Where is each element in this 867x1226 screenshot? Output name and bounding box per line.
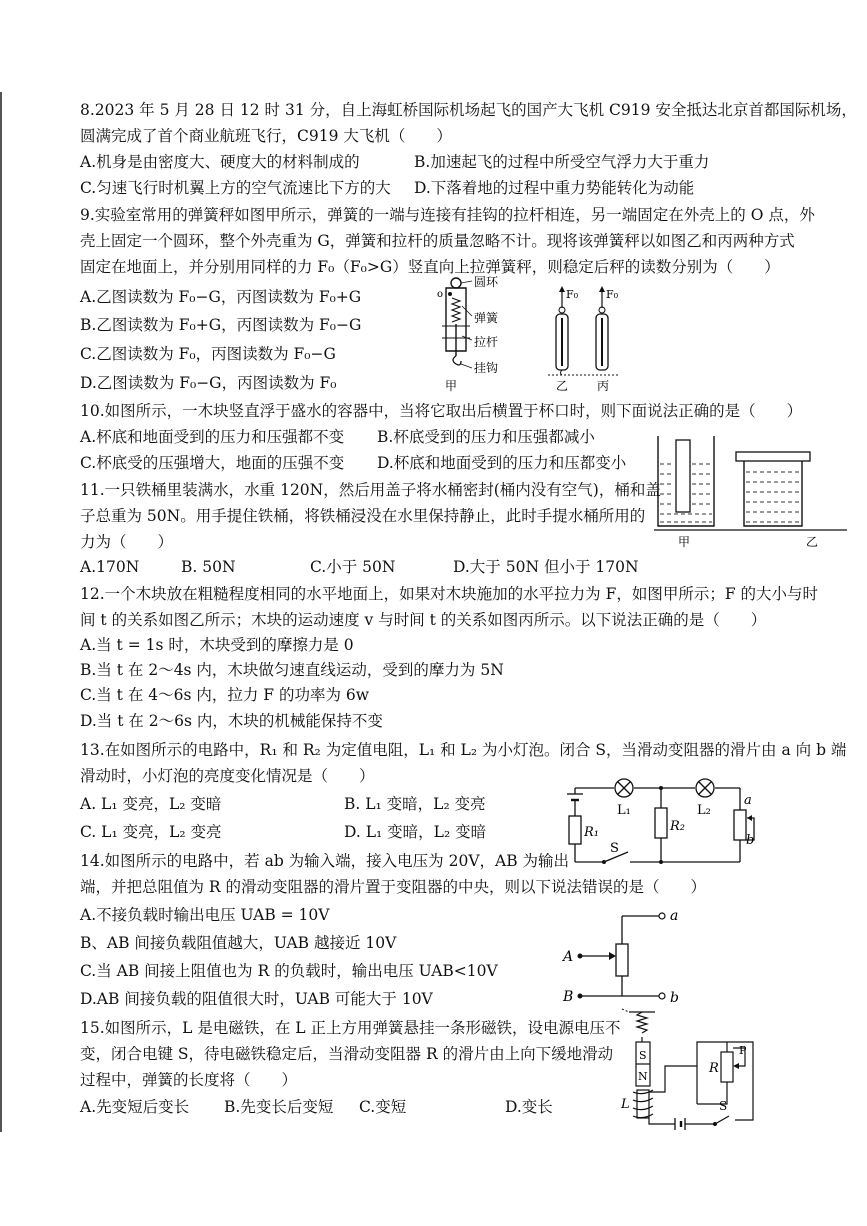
q11-option-d: D.大于 50N 但小于 170N: [453, 558, 639, 576]
q13-stem-line2: 滑动时，小灯泡的亮度变化情况是（ ）: [80, 767, 375, 785]
q14-fig-b-label: b: [670, 990, 679, 1006]
q9-fig-yi-label: 乙: [556, 379, 569, 393]
q9-fig-ring-label: 圆环: [474, 275, 499, 289]
q15-option-c: C.变短: [359, 1098, 407, 1116]
q15-option-b: B.先变长后变短: [224, 1098, 334, 1116]
q10-fig-jia-label: 甲: [678, 535, 691, 549]
q10-option-b: B.杯底受到的压力和压强都减小: [377, 428, 595, 446]
q8-stem-line2: 圆满完成了首个商业航班飞行，C919 大飞机（ ）: [80, 127, 452, 145]
q14-stem-line1: 14.如图所示的电路中，若 ab 为输入端，接入电压为 20V，AB 为输出: [80, 852, 570, 870]
q9-fig-jia-label: 甲: [445, 379, 458, 393]
q13-stem-line1: 13.在如图所示的电路中，R₁ 和 R₂ 为定值电阻，L₁ 和 L₂ 为小灯泡。闭合 S，当滑动变阻器的滑片由 a 向 b 端: [80, 741, 847, 759]
q12-stem-line2: 间 t 的关系如图乙所示；木块的运动速度 v 与时间 t 的关系如图丙所示。以下说法正确的是（ ）: [80, 611, 767, 629]
q9-fig-hook-label: 挂钩: [474, 361, 499, 375]
q14-fig-A-label: A: [563, 949, 574, 965]
q9-fig-rod-label: 拉杆: [474, 335, 499, 349]
q15-fig-r-label: R: [709, 1061, 719, 1076]
q12-option-c: C.当 t 在 4～6s 内，拉力 F 的功率为 6w: [80, 686, 370, 704]
q13-option-c: C. L₁ 变亮，L₂ 变亮: [80, 823, 222, 841]
q14-option-d: D.AB 间接负载的阻值很大时，UAB 可能大于 10V: [80, 990, 433, 1008]
q14-divider-figure: [560, 904, 690, 1008]
q13-fig-r2-label: R₂: [670, 819, 685, 834]
q10-stem: 10.如图所示，一木块竖直浮于盛水的容器中，当将它取出后横置于杯口时，则下面说法正确的是（ ）: [80, 402, 803, 420]
q12-option-b: B.当 t 在 2～4s 内，木块做匀速直线运动，受到的摩力为 5N: [80, 661, 504, 679]
q15-option-a: A.先变短后变长: [80, 1098, 190, 1116]
q15-option-d: D.变长: [505, 1098, 553, 1116]
q15-fig-switch-label: S: [719, 1099, 728, 1113]
q9-fig-spring-label: 弹簧: [474, 311, 499, 325]
q9-fig-bing-label: 丙: [597, 379, 610, 393]
q13-option-b: B. L₁ 变暗，L₂ 变亮: [344, 795, 486, 813]
q8-stem-line1: 8.2023 年 5 月 28 日 12 时 31 分，自上海虹桥国际机场起飞的国产大飞机 C919 安全抵达北京首都国际机场，: [80, 101, 857, 119]
q14-option-c: C.当 AB 间接上阻值也为 R 的负载时，输出电压 UAB<10V: [80, 962, 498, 980]
q9-fig-o-label: o: [437, 289, 444, 300]
q13-option-a: A. L₁ 变亮，L₂ 变暗: [80, 795, 222, 813]
q11-stem-line2: 子总重为 50N。用手提住铁桶，将铁桶浸没在水里保持静止，此时手提水桶所用的: [80, 507, 646, 525]
q9-option-b: B.乙图读数为 F₀+G，丙图读数为 F₀−G: [80, 316, 362, 334]
q10-option-c: C.杯底受的压强增大，地面的压强不变: [80, 454, 345, 472]
q11-stem-line1: 11.一只铁桶里装满水，水重 120N，然后用盖子将水桶密封(桶内没有空气)，桶和盖: [80, 481, 661, 499]
q13-fig-a-label: a: [744, 793, 752, 808]
q15-electromagnet-figure: [615, 1008, 785, 1128]
q12-option-d: D.当 t 在 2～6s 内，木块的机械能保持不变: [80, 712, 383, 730]
q13-fig-b-label: b: [746, 833, 755, 848]
q8-option-d: D.下落着地的过程中重力势能转化为动能: [414, 179, 695, 197]
q13-circuit-figure: [560, 770, 770, 870]
q12-option-a: A.当 t = 1s 时，木块受到的摩擦力是 0: [80, 636, 354, 654]
q14-fig-B-label: B: [563, 989, 574, 1005]
q11-option-b: B. 50N: [181, 558, 236, 576]
q15-fig-n-pole: N: [638, 1070, 648, 1083]
q9-stem-line1: 9.实验室常用的弹簧秤如图甲所示，弹簧的一端与连接有挂钩的拉杆相连，另一端固定在外壳上的 O 点，外: [80, 206, 815, 224]
q15-stem-line1: 15.如图所示，L 是电磁铁，在 L 正上方用弹簧悬挂一条形磁铁，设电源电压不: [80, 1019, 621, 1037]
q9-spring-scale-figure: [428, 276, 628, 396]
q10-option-a: A.杯底和地面受到的压力和压强都不变: [80, 428, 345, 446]
q15-fig-p-label: P: [739, 1044, 747, 1057]
q15-fig-l-label: L: [621, 1097, 630, 1112]
q8-option-b: B.加速起飞的过程中所受空气浮力大于重力: [414, 153, 710, 171]
q14-fig-a-label: a: [670, 908, 679, 924]
q9-stem-line3: 固定在地面上，并分别用同样的力 F₀（F₀>G）竖直向上拉弹簧秤，则稳定后秤的读数分别为（ ）: [80, 258, 780, 276]
q9-stem-line2: 壳上固定一个圆环，整个外壳重为 G，弹簧和拉杆的质量忽略不计。现将该弹簧秤以如图乙和丙两种方式: [80, 232, 795, 250]
q9-fig-f0-yi: F₀: [566, 288, 579, 301]
q13-fig-l1-label: L₁: [617, 803, 631, 818]
q11-stem-line3: 力为（ ）: [80, 533, 174, 551]
q9-option-d: D.乙图读数为 F₀−G，丙图读数为 F₀: [80, 374, 337, 392]
q9-fig-f0-bing: F₀: [606, 288, 619, 301]
scan-edge-line: [0, 92, 2, 1132]
q11-option-a: A.170N: [80, 558, 140, 576]
q13-fig-r1-label: R₁: [584, 825, 599, 840]
q11-option-c: C.小于 50N: [310, 558, 396, 576]
q12-stem-line1: 12.一个木块放在粗糙程度相同的水平地面上，如果对木块施加的水平拉力为 F，如图甲所示；F 的大小与时: [80, 585, 819, 603]
q14-stem-line2: 端，并把总阻值为 R 的滑动变阻器的滑片置于变阻器的中央，则以下说法错误的是（ ）: [80, 878, 707, 896]
q10-container-figure: [652, 432, 852, 550]
q14-option-b: B、AB 间接负载阻值越大，UAB 越接近 10V: [80, 934, 397, 952]
q15-fig-s-pole: S: [639, 1049, 647, 1062]
q10-fig-yi-label: 乙: [806, 535, 819, 549]
q13-fig-s-label: S: [610, 841, 619, 856]
q8-option-c: C.匀速飞行时机翼上方的空气流速比下方的大: [80, 179, 391, 197]
q15-stem-line2: 变，闭合电键 S，待电磁铁稳定后，当滑动变阻器 R 的滑片由上向下缓地滑动: [80, 1045, 614, 1063]
q9-option-a: A.乙图读数为 F₀−G，丙图读数为 F₀+G: [80, 288, 362, 306]
q9-option-c: C.乙图读数为 F₀，丙图读数为 F₀−G: [80, 345, 336, 363]
q13-fig-l2-label: L₂: [697, 803, 711, 818]
q14-option-a: A.不接负载时输出电压 UAB = 10V: [80, 906, 330, 924]
q8-option-a: A.机身是由密度大、硬度大的材料制成的: [80, 153, 360, 171]
q15-stem-line3: 过程中，弹簧的长度将（ ）: [80, 1071, 298, 1089]
q10-option-d: D.杯底和地面受到的压力和压都变小: [377, 454, 627, 472]
q13-option-d: D. L₁ 变暗，L₂ 变暗: [344, 823, 487, 841]
